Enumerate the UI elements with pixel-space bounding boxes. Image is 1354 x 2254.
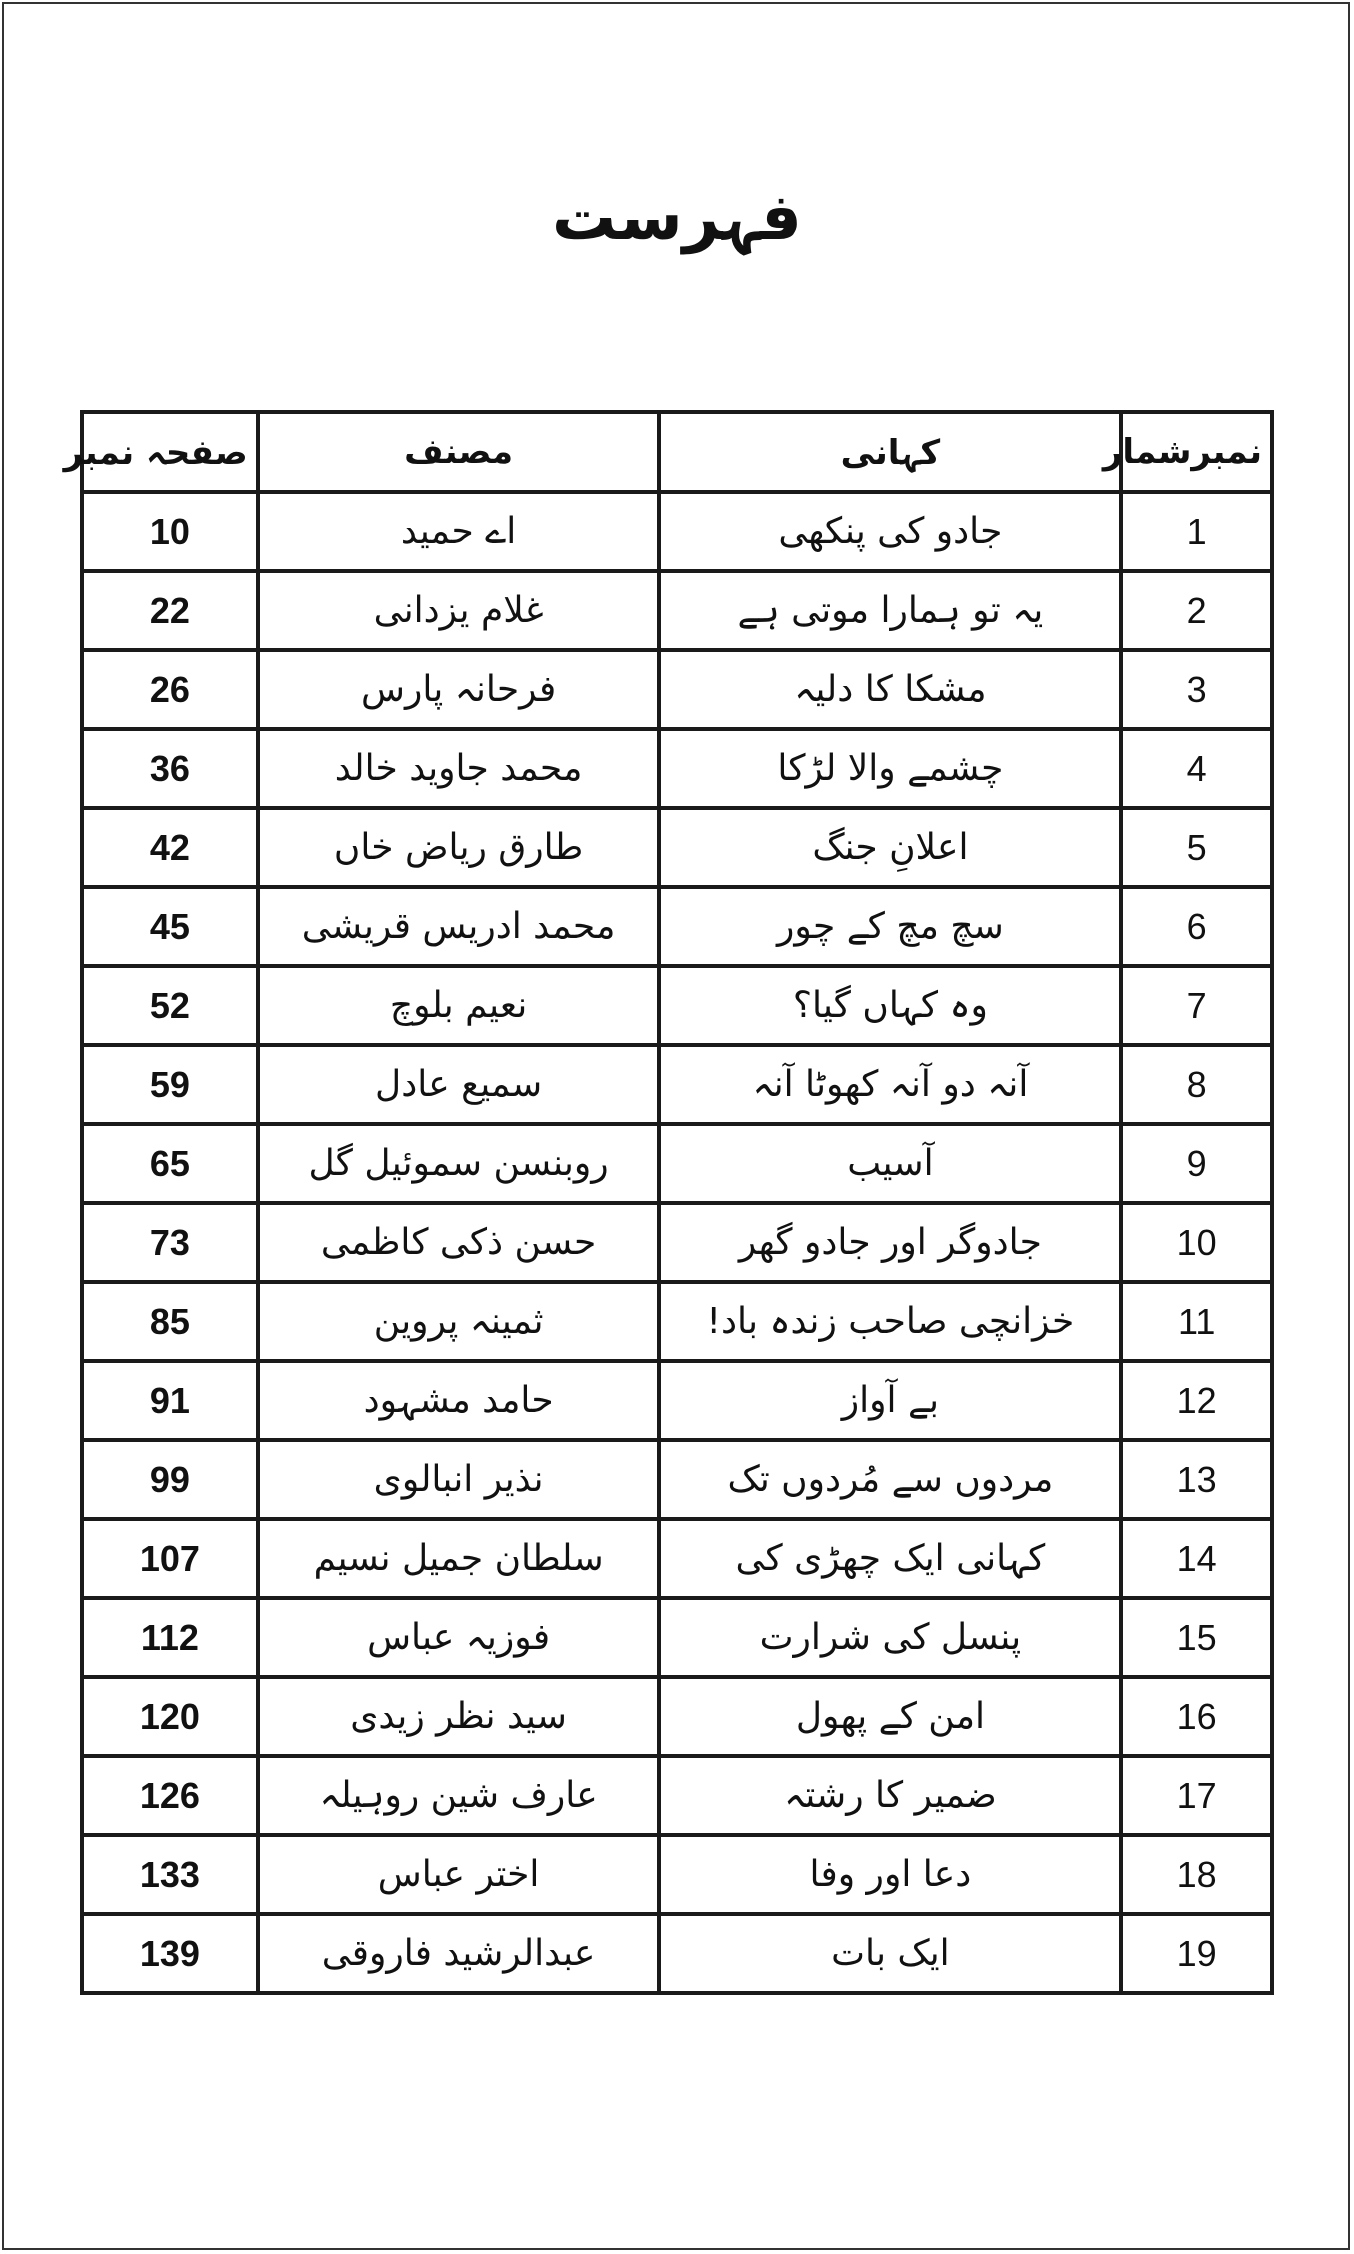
table-row [82,1835,1272,1914]
table-row [82,966,1272,1045]
table-row [82,1598,1272,1677]
table-row [82,650,1272,729]
story-title-cell: ایک بات [659,1914,1121,1993]
author-name-cell: نذیر انبالوی [258,1440,660,1519]
table-row [82,1282,1272,1361]
page-number-cell: 65 [82,1124,258,1203]
header-serial-number: نمبرشمار [1121,412,1272,492]
page-number-cell: 107 [82,1519,258,1598]
story-title-cell: جادو کی پنکھی [659,492,1121,571]
table-row [82,1203,1272,1282]
table-row [82,1914,1272,1993]
author-name-cell: نعیم بلوچ [258,966,660,1045]
table-row [82,1361,1272,1440]
table-row [82,492,1272,571]
author-name-cell: روبنسن سموئیل گل [258,1124,660,1203]
serial-number-cell: 9 [1121,1124,1272,1203]
serial-number-cell: 19 [1121,1914,1272,1993]
serial-number-cell: 14 [1121,1519,1272,1598]
serial-number-cell: 4 [1121,729,1272,808]
author-name-cell: محمد ادریس قریشی [258,887,660,966]
page-number-cell: 126 [82,1756,258,1835]
story-title-cell: آسیب [659,1124,1121,1203]
page-number-cell: 133 [82,1835,258,1914]
story-title-cell: چشمے والا لڑکا [659,729,1121,808]
author-name-cell: ثمینہ پروین [258,1282,660,1361]
author-name-cell: سید نظر زیدی [258,1677,660,1756]
serial-number-cell: 3 [1121,650,1272,729]
table-row [82,808,1272,887]
story-title-cell: ضمیر کا رشتہ [659,1756,1121,1835]
page-number-cell: 59 [82,1045,258,1124]
serial-number-cell: 13 [1121,1440,1272,1519]
story-title-cell: سچ مچ کے چور [659,887,1121,966]
table-row [82,729,1272,808]
page-number-cell: 45 [82,887,258,966]
author-name-cell: سلطان جمیل نسیم [258,1519,660,1598]
table-row [82,1519,1272,1598]
page-number-cell: 91 [82,1361,258,1440]
story-title-cell: پنسل کی شرارت [659,1598,1121,1677]
page-number-cell: 73 [82,1203,258,1282]
story-title-cell: دعا اور وفا [659,1835,1121,1914]
story-title-cell: خزانچی صاحب زندہ باد! [659,1282,1121,1361]
page-number-cell: 99 [82,1440,258,1519]
author-name-cell: فوزیہ عباس [258,1598,660,1677]
serial-number-cell: 2 [1121,571,1272,650]
page-number-cell: 22 [82,571,258,650]
table-row [82,571,1272,650]
story-title-cell: کہانی ایک چھڑی کی [659,1519,1121,1598]
serial-number-cell: 1 [1121,492,1272,571]
table-row [82,1677,1272,1756]
author-name-cell: فرحانہ پارس [258,650,660,729]
serial-number-cell: 15 [1121,1598,1272,1677]
page-number-cell: 85 [82,1282,258,1361]
story-title-cell: وہ کہاں گیا؟ [659,966,1121,1045]
table-row [82,887,1272,966]
serial-number-cell: 17 [1121,1756,1272,1835]
page-number-cell: 112 [82,1598,258,1677]
story-title-cell: مردوں سے مُردوں تک [659,1440,1121,1519]
contents-table [63,410,1274,1995]
page-number-cell: 36 [82,729,258,808]
header-author: مصنف [258,412,660,492]
table-row [82,1756,1272,1835]
author-name-cell: حسن ذکی کاظمی [258,1203,660,1282]
author-name-cell: طارق ریاض خاں [258,808,660,887]
story-title-cell: یہ تو ہمارا موتی ہے [659,571,1121,650]
header-page-number: صفحہ نمبر [82,412,258,492]
author-name-cell: غلام یزدانی [258,571,660,650]
serial-number-cell: 8 [1121,1045,1272,1124]
page-title: فہرست [552,181,802,255]
table-header-row [82,412,1272,492]
author-name-cell: عبدالرشید فاروقی [258,1914,660,1993]
serial-number-cell: 6 [1121,887,1272,966]
story-title-cell: آنہ دو آنہ کھوٹا آنہ [659,1045,1121,1124]
serial-number-cell: 10 [1121,1203,1272,1282]
serial-number-cell: 18 [1121,1835,1272,1914]
serial-number-cell: 16 [1121,1677,1272,1756]
page-number-cell: 10 [82,492,258,571]
serial-number-cell: 11 [1121,1282,1272,1361]
serial-number-cell: 5 [1121,808,1272,887]
page-number-cell: 139 [82,1914,258,1993]
story-title-cell: بے آواز [659,1361,1121,1440]
story-title-cell: مشکا کا دلیہ [659,650,1121,729]
serial-number-cell: 7 [1121,966,1272,1045]
author-name-cell: حامد مشہود [258,1361,660,1440]
story-title-cell: اعلانِ جنگ [659,808,1121,887]
author-name-cell: محمد جاوید خالد [258,729,660,808]
page-number-cell: 42 [82,808,258,887]
page-number-cell: 120 [82,1677,258,1756]
table-row [82,1124,1272,1203]
author-name-cell: اختر عباس [258,1835,660,1914]
table-body [82,492,1272,1993]
serial-number-cell: 12 [1121,1361,1272,1440]
author-name-cell: اے حمید [258,492,660,571]
table-row [82,1440,1272,1519]
author-name-cell: سمیع عادل [258,1045,660,1124]
author-name-cell: عارف شین روہیلہ [258,1756,660,1835]
story-title-cell: جادوگر اور جادو گھر [659,1203,1121,1282]
story-title-cell: امن کے پھول [659,1677,1121,1756]
header-story: کہانی [659,412,1121,492]
table-row [82,1045,1272,1124]
page-number-cell: 26 [82,650,258,729]
page-number-cell: 52 [82,966,258,1045]
